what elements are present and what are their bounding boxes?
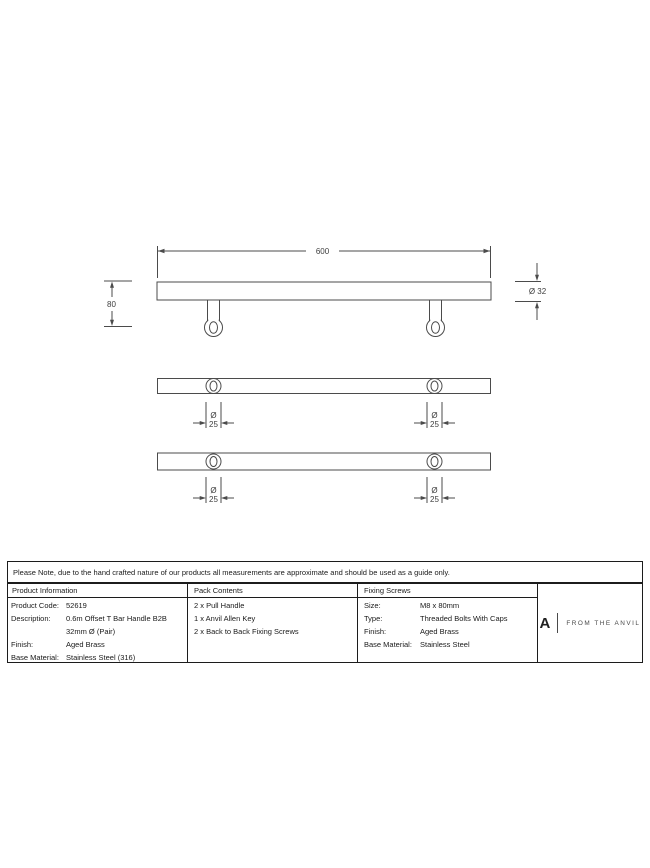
dim-rose-value: 25 [209,495,218,504]
fixing-hole [431,457,438,467]
dim-bar-diameter-label: Ø 32 [528,287,547,296]
handle-underside-view [158,453,491,470]
table-row [8,652,187,665]
pack-contents-header: Pack Contents [188,584,357,598]
fixing-hole [210,381,217,391]
dim-length-label: 600 [315,247,330,256]
handle-bar-side [157,282,491,300]
dimension-length [158,246,491,278]
list-item: 2 x Back to Back Fixing Screws [194,626,299,636]
dim-rose-sign: Ø [431,486,438,495]
dimension-rose-diameter-plan-left [193,402,234,429]
row-label: Product Code: [11,601,59,610]
dim-rose-value: 25 [430,420,439,429]
list-item: 1 x Anvil Allen Key [194,613,256,623]
list-item: 2 x Pull Handle [194,601,245,610]
row-label: Description: [11,613,51,623]
row-value: Stainless Steel [420,639,470,649]
row-label: Finish: [364,626,387,636]
row-label [11,626,66,639]
table-row [358,626,537,639]
row-value: Threaded Bolts With Caps [420,613,508,623]
row-value: Stainless Steel (316) [66,652,136,662]
brand-logo [540,613,641,633]
dim-rose-sign: Ø [210,411,217,420]
measurement-note [7,561,643,583]
brand-name: FROM THE ANVIL [566,619,641,627]
logo-divider [557,613,558,633]
row-label: Base Material: [11,652,59,662]
spec-table [7,583,643,663]
dim-rose-value: 25 [209,420,218,429]
table-row [358,613,537,626]
fixing-leg-left [205,300,223,337]
dim-projection-label: 80 [107,300,116,309]
fixing-hole [432,322,440,334]
anvil-logo-icon: A [539,614,551,632]
row-label: Type: [364,613,383,623]
handle-side-view [157,282,491,337]
row-value: 32mm Ø (Pair) [66,626,116,636]
row-label: Size: [364,601,381,610]
table-row [8,639,187,652]
fixing-hole [431,381,438,391]
fixing-leg-right [427,300,445,337]
fixing-screws-header: Fixing Screws [358,584,537,598]
table-row [358,639,537,652]
dimension-rose-diameter-plan-right [414,402,455,429]
row-value: Aged Brass [420,626,459,636]
handle-plan-view [158,379,491,394]
dimension-bar-diameter [515,263,547,320]
fixing-screws-column [357,584,537,662]
product-information-header: Product Information [8,584,187,598]
fixing-hole [210,457,217,467]
table-row [8,626,187,639]
table-row [8,613,187,626]
pack-contents-column [187,584,357,662]
dimension-rose-diameter-underside-left [193,477,234,504]
dimension-projection [104,281,132,327]
table-row [358,600,537,613]
row-label: Base Material: [364,639,412,649]
product-information-column [8,584,187,662]
table-row [8,600,187,613]
dim-rose-value: 25 [430,495,439,504]
row-label: Finish: [11,639,34,649]
dim-rose-sign: Ø [431,411,438,420]
row-value: 52619 [66,601,87,610]
row-value: M8 x 80mm [420,601,460,610]
measurement-note-text: Please Note, due to the hand crafted nature of our products all measurements are approximate and should be used as a guide only. [13,567,450,577]
dimension-rose-diameter-underside-right [414,477,455,504]
dim-rose-sign: Ø [210,486,217,495]
brand-cell [537,584,642,662]
fixing-hole [210,322,218,334]
row-value: 0.6m Offset T Bar Handle B2B [66,613,167,623]
row-value: Aged Brass [66,639,105,649]
